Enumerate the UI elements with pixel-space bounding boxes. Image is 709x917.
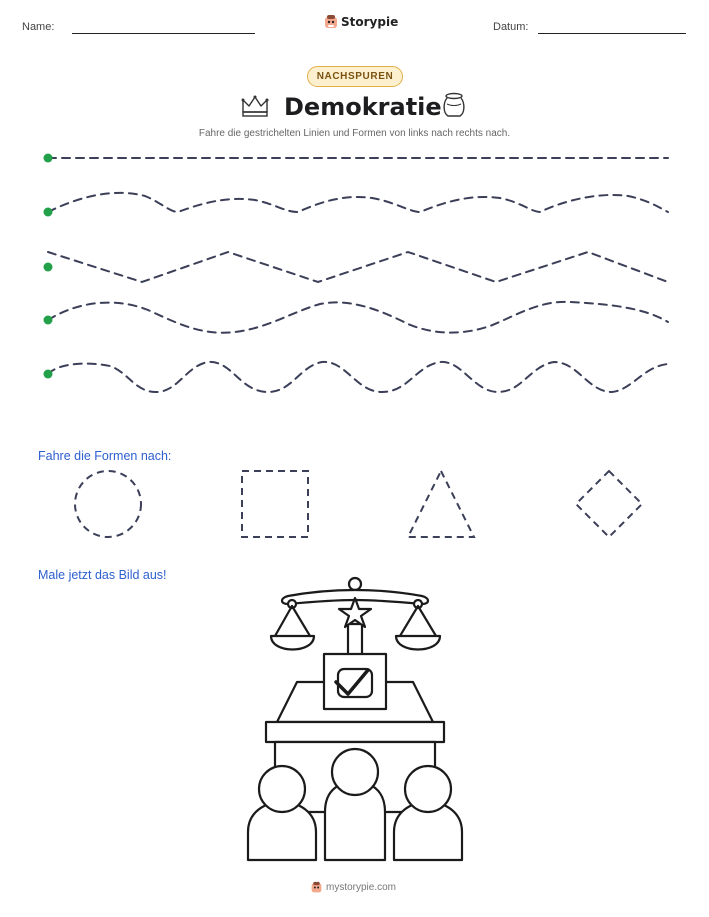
storypie-mascot-icon bbox=[323, 14, 339, 30]
trace-circle[interactable] bbox=[75, 471, 141, 537]
start-dot[interactable] bbox=[44, 370, 53, 379]
tracing-line-deep-wave[interactable] bbox=[48, 362, 668, 392]
start-dot[interactable] bbox=[44, 316, 53, 325]
start-dot[interactable] bbox=[44, 208, 53, 217]
start-dot[interactable] bbox=[44, 263, 53, 272]
start-dot[interactable] bbox=[44, 154, 53, 163]
activity-badge: NACHSPUREN bbox=[307, 66, 403, 87]
coloring-picture[interactable] bbox=[240, 574, 470, 864]
footer bbox=[310, 881, 410, 895]
date-label: Datum: bbox=[493, 21, 529, 33]
name-field-line[interactable] bbox=[72, 33, 255, 34]
tracing-line-wave[interactable] bbox=[48, 302, 668, 333]
tracing-lines-area bbox=[0, 140, 709, 400]
people-icon bbox=[248, 749, 462, 860]
brand-logo bbox=[323, 13, 399, 31]
crown-icon bbox=[240, 94, 270, 118]
date-field-line[interactable] bbox=[538, 33, 686, 34]
brand-name: Storypie bbox=[341, 15, 399, 29]
worksheet-title: Demokratie bbox=[284, 93, 442, 121]
shapes-area bbox=[0, 462, 709, 544]
trace-diamond[interactable] bbox=[576, 471, 642, 537]
tracing-line-gentle-wave[interactable] bbox=[48, 193, 668, 212]
trace-square[interactable] bbox=[242, 471, 308, 537]
pot-icon bbox=[440, 91, 468, 119]
footer-url[interactable]: mystorypie.com bbox=[326, 882, 397, 893]
storypie-mascot-icon bbox=[310, 881, 323, 894]
scales-icon bbox=[271, 578, 440, 664]
instruction-text: Fahre die gestrichelten Linien und Formen von links nach rechts nach. bbox=[198, 128, 511, 139]
tracing-line-zigzag[interactable] bbox=[48, 252, 668, 282]
trace-triangle[interactable] bbox=[408, 471, 474, 537]
shapes-section-label: Fahre die Formen nach: bbox=[38, 449, 172, 463]
coloring-section-label: Male jetzt das Bild aus! bbox=[38, 568, 167, 582]
name-label: Name: bbox=[22, 21, 55, 33]
